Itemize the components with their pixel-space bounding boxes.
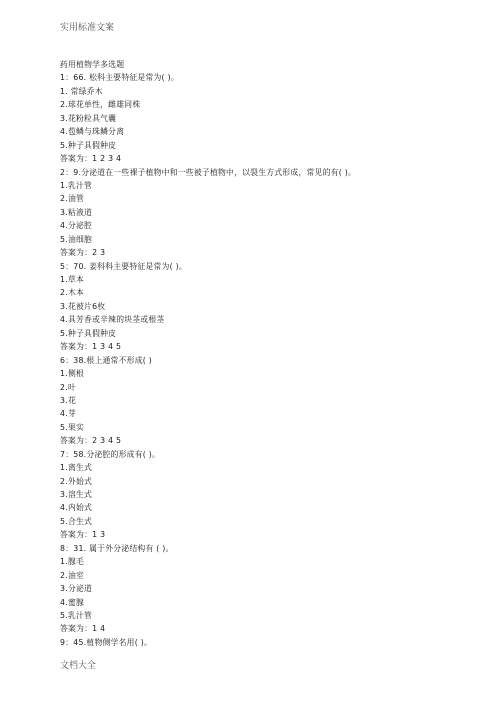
text-line: 5.合生式 [60, 516, 93, 526]
text-line: 5.果实 [60, 422, 85, 432]
document-title: 药用植物学多选题 [60, 60, 125, 69]
text-line: 答案为：1 3 [60, 530, 106, 540]
text-line: 8：31. 属于外分泌结构有 ( )。 [60, 543, 174, 553]
page-header: 实用标准文案 [60, 23, 115, 33]
text-line: 答案为：2 3 [60, 248, 106, 258]
text-line: 6：38.根上通常不形成( ) [60, 355, 153, 365]
text-line: 2.球花单性，雌雄同株 [60, 100, 141, 110]
text-line: 3.溶生式 [60, 490, 93, 499]
text-line: 5.种子具假种皮 [60, 140, 117, 150]
text-line: 9：45.植物侧学名用( )。 [60, 637, 153, 647]
page-footer: 文档大全 [60, 661, 97, 671]
text-line: 3.花粉粒具气囊 [60, 113, 117, 123]
text-line: 答案为：1 3 4 5 [60, 342, 122, 352]
text-line: 5.油细胞 [60, 234, 93, 244]
text-line: 1.乳汁管 [60, 180, 93, 190]
text-line: 3.花被片6枚 [60, 301, 106, 311]
text-line: 答案为：1 4 [60, 624, 106, 634]
text-line: 3.粘液道 [60, 207, 93, 217]
text-line: 4.分泌腔 [60, 221, 93, 231]
text-line: 4.内始式 [60, 503, 93, 513]
text-line: 1.草本 [60, 275, 85, 284]
text-line: 2.外始式 [60, 476, 93, 486]
text-line: 2.叶 [60, 382, 76, 392]
text-line: 5：70. 姜科科主要特征是常为( )。 [60, 261, 187, 271]
text-line: 3.花 [60, 395, 76, 405]
text-line: 2.油室 [60, 570, 85, 580]
text-line: 5.乳汁管 [60, 610, 93, 620]
text-line: 答案为：1 2 3 4 [60, 154, 122, 164]
text-line: 4.具芳香或辛辣的块茎或根茎 [60, 315, 165, 325]
text-line: 1.侧根 [60, 369, 85, 379]
text-line: 1：66. 松科主要特征是常为( )。 [60, 73, 179, 83]
text-line: 3.分泌道 [60, 584, 93, 594]
text-line: 4.芽 [60, 409, 76, 419]
text-line: 5.种子具假种皮 [60, 328, 117, 338]
text-line: 1. 常绿乔木 [60, 86, 103, 96]
text-line: 1.腺毛 [60, 557, 85, 567]
text-line: 4.苞鳞与珠鳞分离 [60, 127, 125, 137]
text-line: 2.木本 [60, 288, 85, 298]
document-body [60, 58, 460, 649]
text-line: 1.离生式 [60, 463, 93, 473]
text-line: 2：9.分泌道在一些裸子植物中和一些被子植物中，以裂生方式形成，常见的有( )。 [60, 167, 357, 177]
text-line: 2.油管 [60, 194, 85, 204]
text-line: 4.蜜腺 [60, 597, 85, 607]
text-line: 答案为：2 3 4 5 [60, 436, 122, 446]
text-line: 7：58.分泌腔的形成有( )。 [60, 449, 161, 459]
